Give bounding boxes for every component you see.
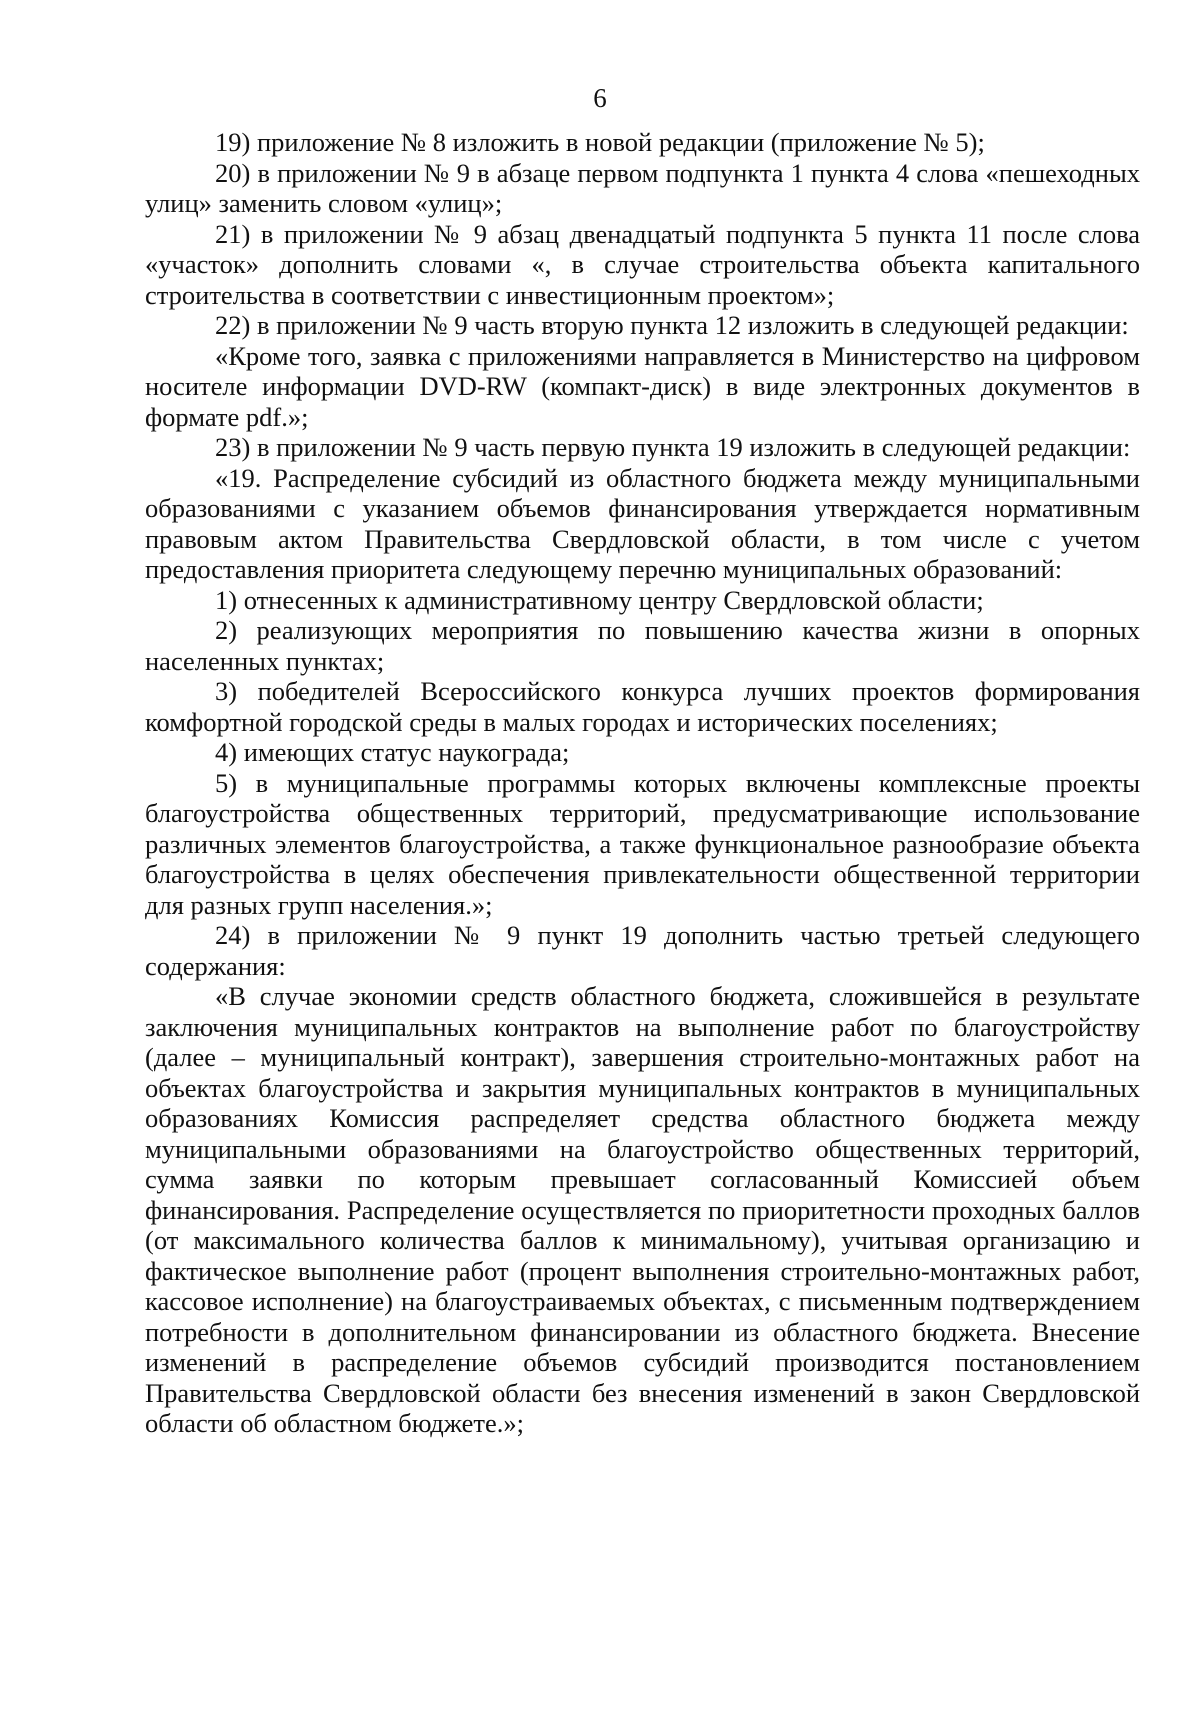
- paragraph-quote-item-24: «В случае экономии средств областного бюджета, сложившейся в результате заключения муниципальных контрактов на выполнение работ по благоустройству (далее – муниципальный контракт), завершения строительно-монтажных работ на объектах благоустройства и закрытия муниципальных контрактов в муниципальных образованиях Комиссия распределяет средства областного бюджета между муниципальными образованиями на благоустройство общественных территорий, сумма заявки по которым превышает согласованный Комиссией объем финансирования. Распределение осуществляется по приоритетности проходных баллов (от максимального количества баллов к минимальному), учитывая организацию и фактическое выполнение работ (процент выполнения строительно-монтажных работ, кассовое исполнение) на благоустраиваемых объектах, с письменным подтверждением потребности в дополнительном финансировании из областного бюджета. Внесение изменений в распределение объемов субсидий производится постановлением Правительства Свердловской области без внесения изменений в закон Свердловской области об областном бюджете.»;: [145, 981, 1140, 1438]
- paragraph-item-19: 19) приложение № 8 изложить в новой редакции (приложение № 5);: [215, 127, 985, 157]
- priority-list-item-4: 4) имеющих статус наукограда;: [215, 737, 570, 767]
- paragraph-item-21: 21) в приложении № 9 абзац двенадцатый подпункта 5 пункта 11 после слова «участок» дополнить словами «, в случае строительства объекта капитального строительства в соответствии с инвестиционным проектом»;: [145, 218, 1140, 310]
- paragraph-item-24: 24) в приложении № 9 пункт 19 дополнить частью третьей следующего содержания:: [145, 920, 1140, 981]
- paragraph-quote-item-22: «Кроме того, заявка с приложениями направляется в Министерство на цифровом носителе информации DVD-RW (компакт-диск) в виде электронных документов в формате pdf.»;: [145, 340, 1140, 432]
- paragraph-item-20: 20) в приложении № 9 в абзаце первом подпункта 1 пункта 4 слова «пешеходных улиц» заменить словом «улиц»;: [145, 157, 1140, 218]
- priority-list-item-3: 3) победителей Всероссийского конкурса лучших проектов формирования комфортной городской среды в малых городах и исторических поселениях;: [145, 676, 1140, 737]
- priority-list-item-5: 5) в муниципальные программы которых включены комплексные проекты благоустройства общественных территорий, предусматривающие использование различных элементов благоустройства, а также функциональное разнообразие объекта благоустройства в целях обеспечения привлекательности общественной территории для разных групп населения.»;: [145, 767, 1140, 920]
- paragraph-quote-item-23: «19. Распределение субсидий из областного бюджета между муниципальными образованиями с указанием объемов финансирования утверждается нормативным правовым актом Правительства Свердловской области, в том числе с учетом предоставления приоритета следующему перечню муниципальных образований:: [145, 462, 1140, 584]
- paragraph-item-22: 22) в приложении № 9 часть вторую пункта 12 изложить в следующей редакции:: [215, 310, 1129, 340]
- priority-list-item-2: 2) реализующих мероприятия по повышению качества жизни в опорных населенных пунктах;: [145, 615, 1140, 676]
- priority-list-item-1: 1) отнесенных к административному центру Свердловской области;: [215, 584, 984, 615]
- paragraph-item-23: 23) в приложении № 9 часть первую пункта 19 изложить в следующей редакции:: [215, 432, 1131, 462]
- page-number: 6: [593, 83, 607, 113]
- document-body: [145, 127, 1140, 1439]
